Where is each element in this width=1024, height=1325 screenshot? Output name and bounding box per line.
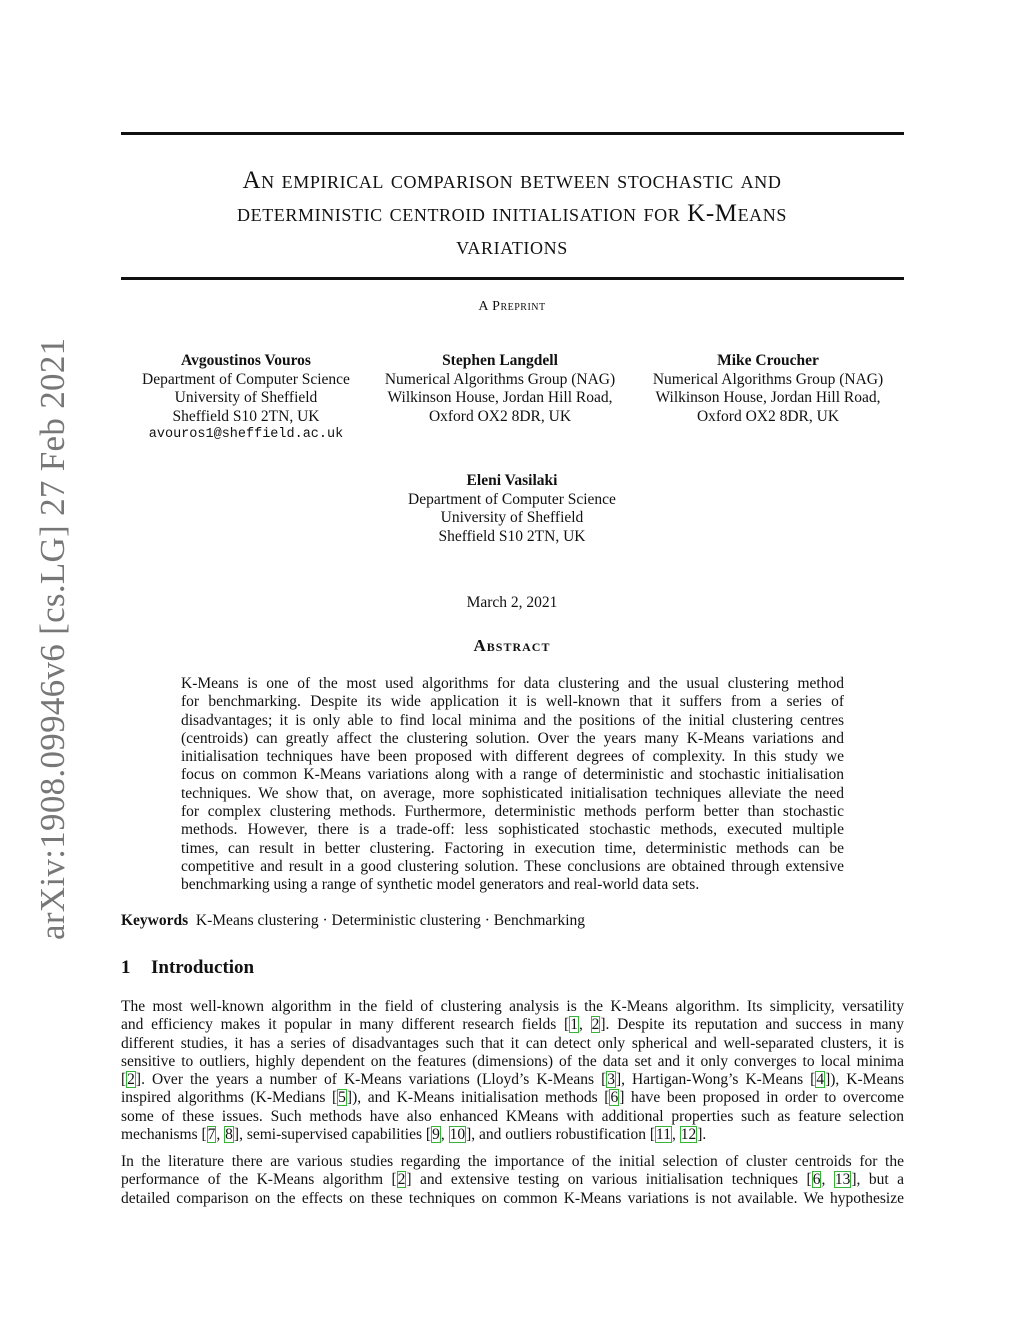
author-affiliation: Sheffield S10 2TN, UK	[172, 407, 320, 425]
author-name: Eleni Vasilaki	[466, 472, 558, 489]
abstract-line: for complex clustering methods. Furthermore, deterministic methods perform better than stochastic	[181, 803, 844, 821]
paragraph-line	[121, 1089, 904, 1107]
citation-link[interactable]: 2	[127, 1071, 135, 1089]
abstract-line: (centroids) can greatly affect the clustering solution. Over the years many K-Means variations and	[181, 729, 844, 747]
text-run: ]. Despite its reputation and success in many	[600, 1016, 905, 1034]
text-run: ] have been proposed in order to overcome	[619, 1089, 904, 1107]
text-run: ]. Over the years a number of K-Means variations (Lloyd’s K-Means [	[135, 1071, 607, 1089]
citation-link[interactable]: 13	[834, 1171, 851, 1189]
author-affiliation: Wilkinson House, Jordan Hill Road,	[655, 389, 881, 406]
author-name: Avgoustinos Vouros	[181, 352, 311, 369]
abstract-line: competitive and result in a good clustering solution. These conclusions are obtained through extensive	[181, 857, 844, 875]
preprint-label: A Preprint	[478, 299, 546, 314]
abstract-line: disadvantages; it is only able to find local minima and the positions of the initial clustering centres	[181, 711, 844, 729]
text-run: ,	[671, 1126, 680, 1144]
paragraph-line	[121, 1035, 904, 1053]
citation-link[interactable]: 7	[207, 1126, 216, 1144]
bottom-title-rule	[121, 277, 904, 280]
citation-link[interactable]: 2	[591, 1016, 600, 1034]
citation-link[interactable]: 6	[812, 1171, 821, 1189]
keywords-label: Keywords	[121, 912, 189, 929]
paragraph-line	[121, 998, 904, 1016]
text-run: ] and extensive testing on various initialisation techniques [	[406, 1171, 812, 1189]
section-heading	[121, 957, 254, 979]
paragraph	[121, 998, 904, 1144]
author-affiliation: Oxford OX2 8DR, UK	[696, 407, 840, 425]
arxiv-identifier: arXiv:1908.09946v6 [cs.LG] 27 Feb 2021	[33, 337, 72, 940]
paragraph-line	[121, 1126, 904, 1144]
text-run: [	[121, 1071, 127, 1089]
abstract-body	[181, 675, 844, 895]
text-run: different studies, it has a series of disadvantages such that it can detect only spherical and well-separated clusters, it is	[121, 1034, 904, 1052]
text-run: ]), and K-Means initialisation methods [	[346, 1089, 610, 1107]
paragraph-line	[121, 1190, 904, 1208]
author-affiliation: Oxford OX2 8DR, UK	[428, 407, 572, 425]
keywords-text: K-Means clustering · Deterministic clustering · Benchmarking	[195, 912, 586, 929]
text-run: The most well-known algorithm in the field of clustering analysis is the K-Means algorithm. Its simplicity, versatility	[121, 998, 904, 1015]
citation-link[interactable]: 3	[607, 1071, 615, 1089]
paragraph-line	[121, 1071, 904, 1089]
text-run: and efficiency makes it popular in many different research fields [	[121, 1016, 570, 1034]
author-name: Stephen Langdell	[442, 352, 558, 369]
title-line: deterministic centroid initialisation for K-Means	[237, 200, 787, 227]
abstract-line: methods. However, there is a trade-off: less sophisticated stochastic methods, executed multiple	[181, 821, 844, 839]
citation-link[interactable]: 5	[338, 1089, 346, 1107]
author-block	[123, 352, 369, 445]
text-run: ,	[578, 1016, 591, 1034]
citation-link[interactable]: 1	[570, 1016, 578, 1034]
abstract-line: for benchmarking. Despite its wide application it is well-known that it suffers from a series of	[181, 693, 844, 711]
abstract-line: focus on common K-Means variations along with a range of deterministic and stochastic initialisation	[181, 766, 844, 784]
author-email[interactable]: avouros1@sheffield.ac.uk	[148, 427, 344, 442]
author-affiliation: Numerical Algorithms Group (NAG)	[652, 370, 884, 388]
abstract-line: initialisation techniques have been proposed with different degrees of complexity. In this study we	[181, 748, 844, 766]
text-run: ].	[697, 1126, 707, 1144]
text-run: ]), K-Means	[825, 1071, 904, 1089]
paragraph-line	[121, 1053, 904, 1071]
citation-link[interactable]: 12	[680, 1126, 697, 1144]
author-block	[382, 472, 642, 546]
text-run: ,	[216, 1126, 225, 1144]
text-run: inspired algorithms (K-Medians [	[121, 1089, 338, 1107]
text-run: ,	[821, 1171, 834, 1189]
text-run: sensitive to outliers, highly dependent on the features (dimensions) of the data set and it only converges to local minima	[121, 1052, 904, 1070]
citation-link[interactable]: 11	[656, 1126, 671, 1144]
author-block	[370, 352, 630, 426]
text-run: ], semi-supervised capabilities [	[233, 1126, 432, 1144]
citation-link[interactable]: 6	[610, 1089, 619, 1107]
top-rule	[121, 132, 904, 135]
text-run: performance of the K-Means algorithm [	[121, 1171, 397, 1189]
author-affiliation: Wilkinson House, Jordan Hill Road,	[387, 389, 613, 406]
paragraph-line	[121, 1108, 904, 1126]
citation-link[interactable]: 4	[816, 1071, 825, 1089]
author-name: Mike Croucher	[717, 352, 819, 369]
paragraph	[121, 1153, 904, 1208]
abstract-heading: Abstract	[473, 636, 551, 655]
author-affiliation: Department of Computer Science	[142, 370, 350, 388]
author-affiliation: Numerical Algorithms Group (NAG)	[384, 370, 616, 388]
citation-link[interactable]: 10	[449, 1126, 466, 1144]
title-line: variations	[456, 233, 568, 260]
paragraph-line	[121, 1153, 904, 1171]
paper-title	[140, 164, 884, 263]
text-run: mechanisms [	[121, 1126, 207, 1144]
abstract-line: techniques. We show that, on average, more sophisticated initialisation techniques alleviate the need	[181, 784, 844, 802]
text-run: In the literature there are various studies regarding the importance of the initial selection of cluster centroids for the	[121, 1153, 904, 1170]
author-affiliation: Sheffield S10 2TN, UK	[438, 527, 586, 545]
text-run: ], but a	[851, 1171, 904, 1189]
paper-date: March 2, 2021	[466, 594, 558, 611]
text-run: detailed comparison on the effects on these techniques on common K-Means variations is not available. We hypothesize	[121, 1189, 904, 1207]
citation-link[interactable]: 8	[225, 1126, 233, 1144]
text-run: ], and outliers robustification [	[466, 1126, 656, 1144]
abstract-line: K-Means is one of the most used algorithms for data clustering and the usual clustering method	[181, 675, 844, 692]
abstract-line: benchmarking using a range of synthetic model generators and real-world data sets.	[181, 876, 700, 894]
text-run: some of these issues. Such methods have also enhanced KMeans with additional properties such as feature selection	[121, 1107, 904, 1125]
section-title: Introduction	[151, 957, 255, 978]
text-run: ], Hartigan-Wong’s K-Means [	[615, 1071, 816, 1089]
author-affiliation: Department of Computer Science	[408, 490, 616, 508]
author-affiliation: University of Sheffield	[440, 509, 584, 526]
paragraph-line	[121, 1171, 904, 1189]
paragraph-line	[121, 1016, 904, 1034]
title-line: An empirical comparison between stochastic and	[242, 167, 782, 194]
section-number: 1	[121, 957, 131, 978]
abstract-line: times, can result in better clustering. Factoring in execution time, deterministic methods can be	[181, 839, 844, 857]
author-affiliation: University of Sheffield	[174, 389, 318, 406]
author-block	[638, 352, 898, 426]
citation-link[interactable]: 9	[432, 1126, 440, 1144]
text-run: ,	[440, 1126, 449, 1144]
citation-link[interactable]: 2	[397, 1171, 406, 1189]
keywords-line	[121, 912, 585, 930]
